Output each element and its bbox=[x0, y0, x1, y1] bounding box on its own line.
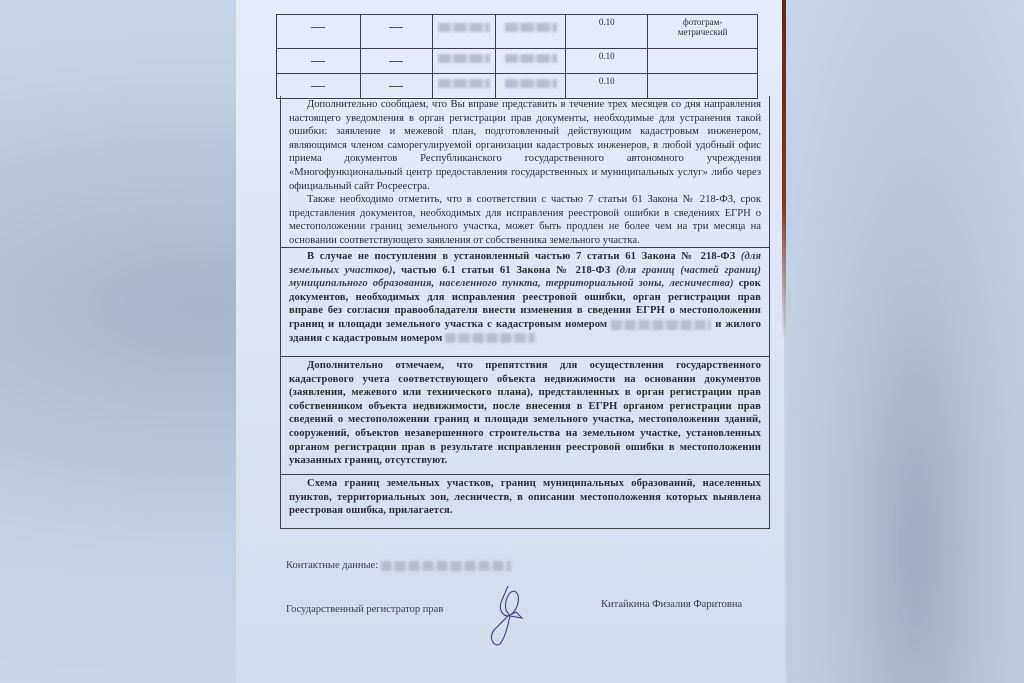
table-cell: 0.10 bbox=[566, 49, 648, 74]
paper-edge bbox=[782, 0, 786, 340]
table-cell bbox=[360, 49, 432, 74]
paragraph-cell-bold bbox=[281, 475, 769, 529]
paragraph-deadline-extension: Также необходимо отметить, что в соответствии с частью 7 статьи 61 Закона № 218-ФЗ, срок представления документов, необходимых для исправления реестровой ошибки в сведениях ЕГРН о местоположении границ земельного участка, может быть продлен не более чем на три месяца на основании соответствующего заявления от собственника земельного участка. bbox=[289, 194, 761, 246]
paragraph-no-obstacles: Дополнительно отмечаем, что препятствия для осуществления государственного кадастрового учета соответствующего объекта недвижимости на основании документов (заявления, межевого или технического плана), представленных в орган регистрации прав собственником объекта недвижимости, после внесения в ЕГРН органом регистрации прав сведений о местоположении границ и площади земельного участка, местоположении зданий, сооружений, объектов незавершенного строительства на земельном участке, установленных органом регистрации прав в результате исправления реестровой ошибки в местоположении указанных границ, отсутствуют. bbox=[289, 360, 761, 467]
signature-icon bbox=[486, 586, 546, 648]
document-page bbox=[236, 0, 784, 683]
contact-line bbox=[286, 560, 511, 571]
redacted-cell bbox=[432, 74, 496, 99]
paragraph-attachment-scheme: Схема границ земельных участков, границ муниципальных образований, населенных пунктов, территориальных зон, лесничеств, в описании местоположения которых выявлена реестровая ошибка, прилагается. bbox=[289, 478, 761, 517]
table-cell bbox=[277, 74, 361, 99]
notice-body bbox=[280, 96, 770, 529]
paragraph-cell bbox=[281, 96, 769, 248]
table-cell bbox=[360, 15, 432, 49]
background-right bbox=[786, 0, 1024, 683]
table-cell: 0.10 bbox=[566, 15, 648, 49]
contact-label: Контактные данные: bbox=[286, 560, 379, 571]
paragraph-cell-bold bbox=[281, 357, 769, 475]
signer-title: Государственный регистратор прав bbox=[286, 604, 444, 615]
redacted-cadastral-number bbox=[445, 333, 535, 343]
table-cell: 0.10 bbox=[566, 74, 648, 99]
method-cell: фотограм- метрический bbox=[648, 15, 758, 49]
table-row bbox=[277, 74, 758, 99]
redacted-contact bbox=[381, 561, 511, 571]
redacted-cell bbox=[496, 15, 566, 49]
paragraph-cell-bold bbox=[281, 248, 769, 357]
paragraph-registry-correction: В случае не поступления в установленный частью 7 статьи 61 Закона № 218-ФЗ (для земельных участков), частью 6.1 статьи 61 Закона № 218-ФЗ (для границ (частей границ) муниципального образования, населенного пункта, территориальной зоны, лесничества) срок документов, необходимых для исправления реестровой ошибки, орган регистрации прав вправе без согласия правообладателя внести изменения в сведения ЕГРН о местоположении границ и площади земельного участка с кадастровым номером и жилого здания с кадастровым номером bbox=[289, 251, 762, 344]
redacted-cell bbox=[496, 49, 566, 74]
table-cell bbox=[277, 15, 361, 49]
table-cell bbox=[648, 74, 758, 99]
table-cell bbox=[277, 49, 361, 74]
redacted-cadastral-number bbox=[611, 320, 711, 330]
parcel-table bbox=[276, 14, 758, 99]
table-row bbox=[277, 49, 758, 74]
redacted-cell bbox=[496, 74, 566, 99]
signer-name: Китайкина Физалия Фаритовна bbox=[601, 599, 743, 610]
redacted-cell bbox=[432, 15, 496, 49]
redacted-cell bbox=[432, 49, 496, 74]
paragraph-documents-submission: Дополнительно сообщаем, что Вы вправе представить в течение трех месяцев со дня направления настоящего уведомления в орган регистрации прав документы, необходимые для устранения такой ошибки: заявление и межевой план, подготовленный действующим кадастровым инженером, являющимся членом саморегулируемой организации кадастровых инженеров, в любой удобный офис приема документов Республиканского государственного автономного учреждения «Многофункциональный центр предоставления государственных и муниципальных услуг» либо через официальный сайт Росреестра. bbox=[289, 99, 761, 192]
table-row bbox=[277, 15, 758, 49]
table-cell bbox=[648, 49, 758, 74]
table-cell bbox=[360, 74, 432, 99]
